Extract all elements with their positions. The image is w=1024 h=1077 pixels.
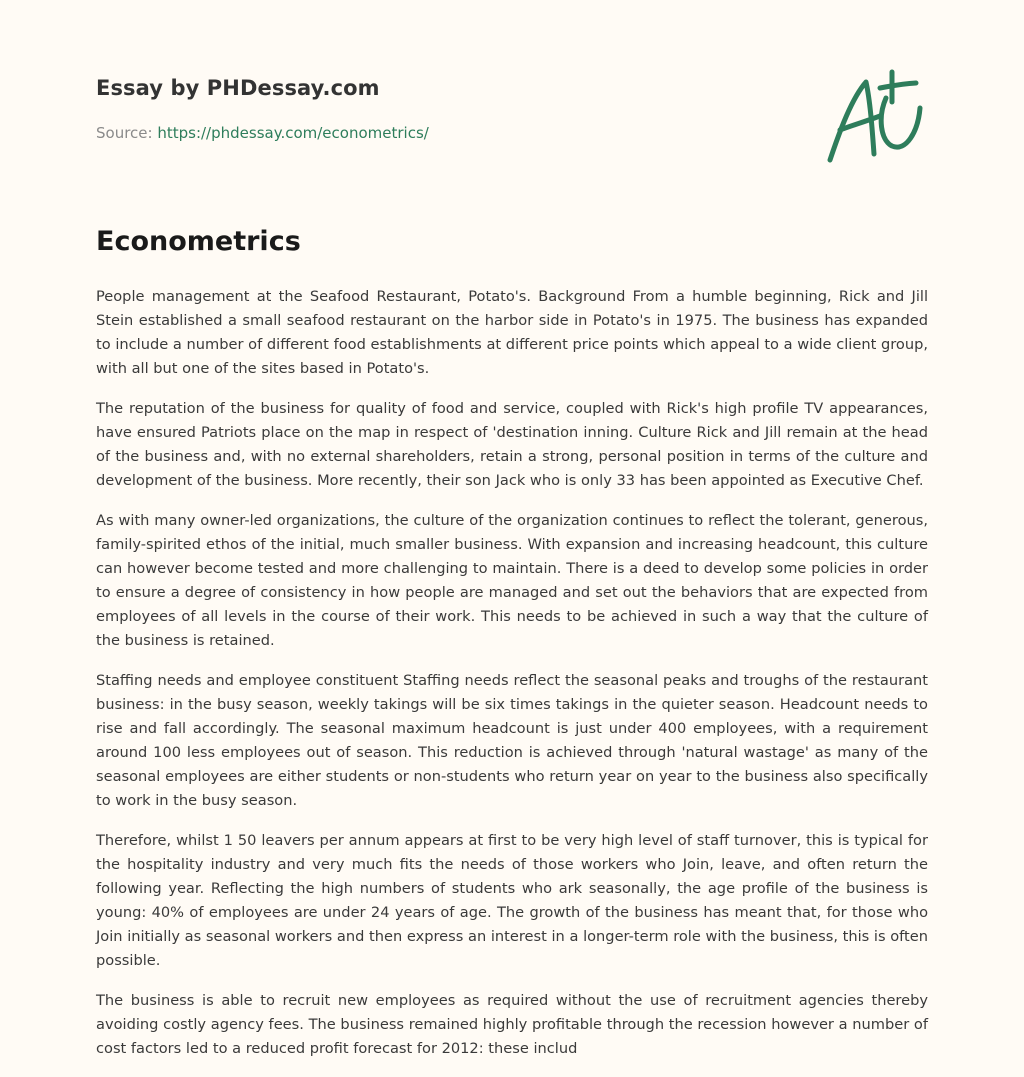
- paragraph: The reputation of the business for quality of food and service, coupled with Rick's high profile TV appearances, have ensured Patriots place on the map in respect of 'destination inning. Culture Rick and Jill remain at the head of the business and, with no external shareholders, retain a strong, personal position in terms of the culture and development of the business. More recently, their son Jack who is only 33 has been appointed as Executive Chef.: [96, 400, 928, 489]
- source-label: Source:: [96, 124, 158, 142]
- paragraph: As with many owner-led organizations, the culture of the organization continues to reflect the tolerant, generous, family-spirited ethos of the initial, much smaller business. With expansion and increasing headcount, this culture can however become tested and more challenging to maintain. There is a deed to develop some policies in order to ensure a degree of consistency in how people are managed and set out the behaviors that are expected from employees of all levels in the course of their work. This needs to be achieved in such a way that the culture of the business is retained.: [96, 512, 928, 649]
- paragraph: Therefore, whilst 1 50 leavers per annum appears at first to be very high level of staff turnover, this is typical for the hospitality industry and very much fits the needs of those workers who Join, leave, and often return the following year. Reflecting the high numbers of students who ark seasonally, the age profile of the business is young: 40% of employees are under 24 years of age. The growth of the business has meant that, for those who Join initially as seasonal workers and then express an interest in a longer-term role with the business, this is often possible.: [96, 832, 928, 969]
- paragraph: The business is able to recruit new employees as required without the use of recruitment agencies thereby avoiding costly agency fees. The business remained highly profitable through the recession however a number of cost factors led to a reduced profit forecast for 2012: these includ: [96, 992, 928, 1057]
- site-title: Essay by PHDessay.com: [96, 76, 380, 100]
- header: [96, 76, 928, 176]
- article-title: Econometrics: [96, 226, 301, 257]
- article-body: [96, 285, 928, 1077]
- paragraph: People management at the Seafood Restaurant, Potato's. Background From a humble beginning, Rick and Jill Stein established a small seafood restaurant on the harbor side in Potato's in 1975. The business has expanded to include a number of different food establishments at different price points which appeal to a wide client group, with all but one of the sites based in Potato's.: [96, 288, 928, 377]
- source-link[interactable]: https://phdessay.com/econometrics/: [157, 124, 429, 142]
- source-line: [96, 124, 429, 142]
- a-plus-logo-icon: [826, 68, 928, 164]
- paragraph: Staffing needs and employee constituent Staffing needs reflect the seasonal peaks and troughs of the restaurant business: in the busy season, weekly takings will be six times takings in the quieter season. Headcount needs to rise and fall accordingly. The seasonal maximum headcount is just under 400 employees, with a requirement around 100 less employees out of season. This reduction is achieved through 'natural wastage' as many of the seasonal employees are either students or non-students who return year on year to the business also specifically to work in the busy season.: [96, 672, 928, 809]
